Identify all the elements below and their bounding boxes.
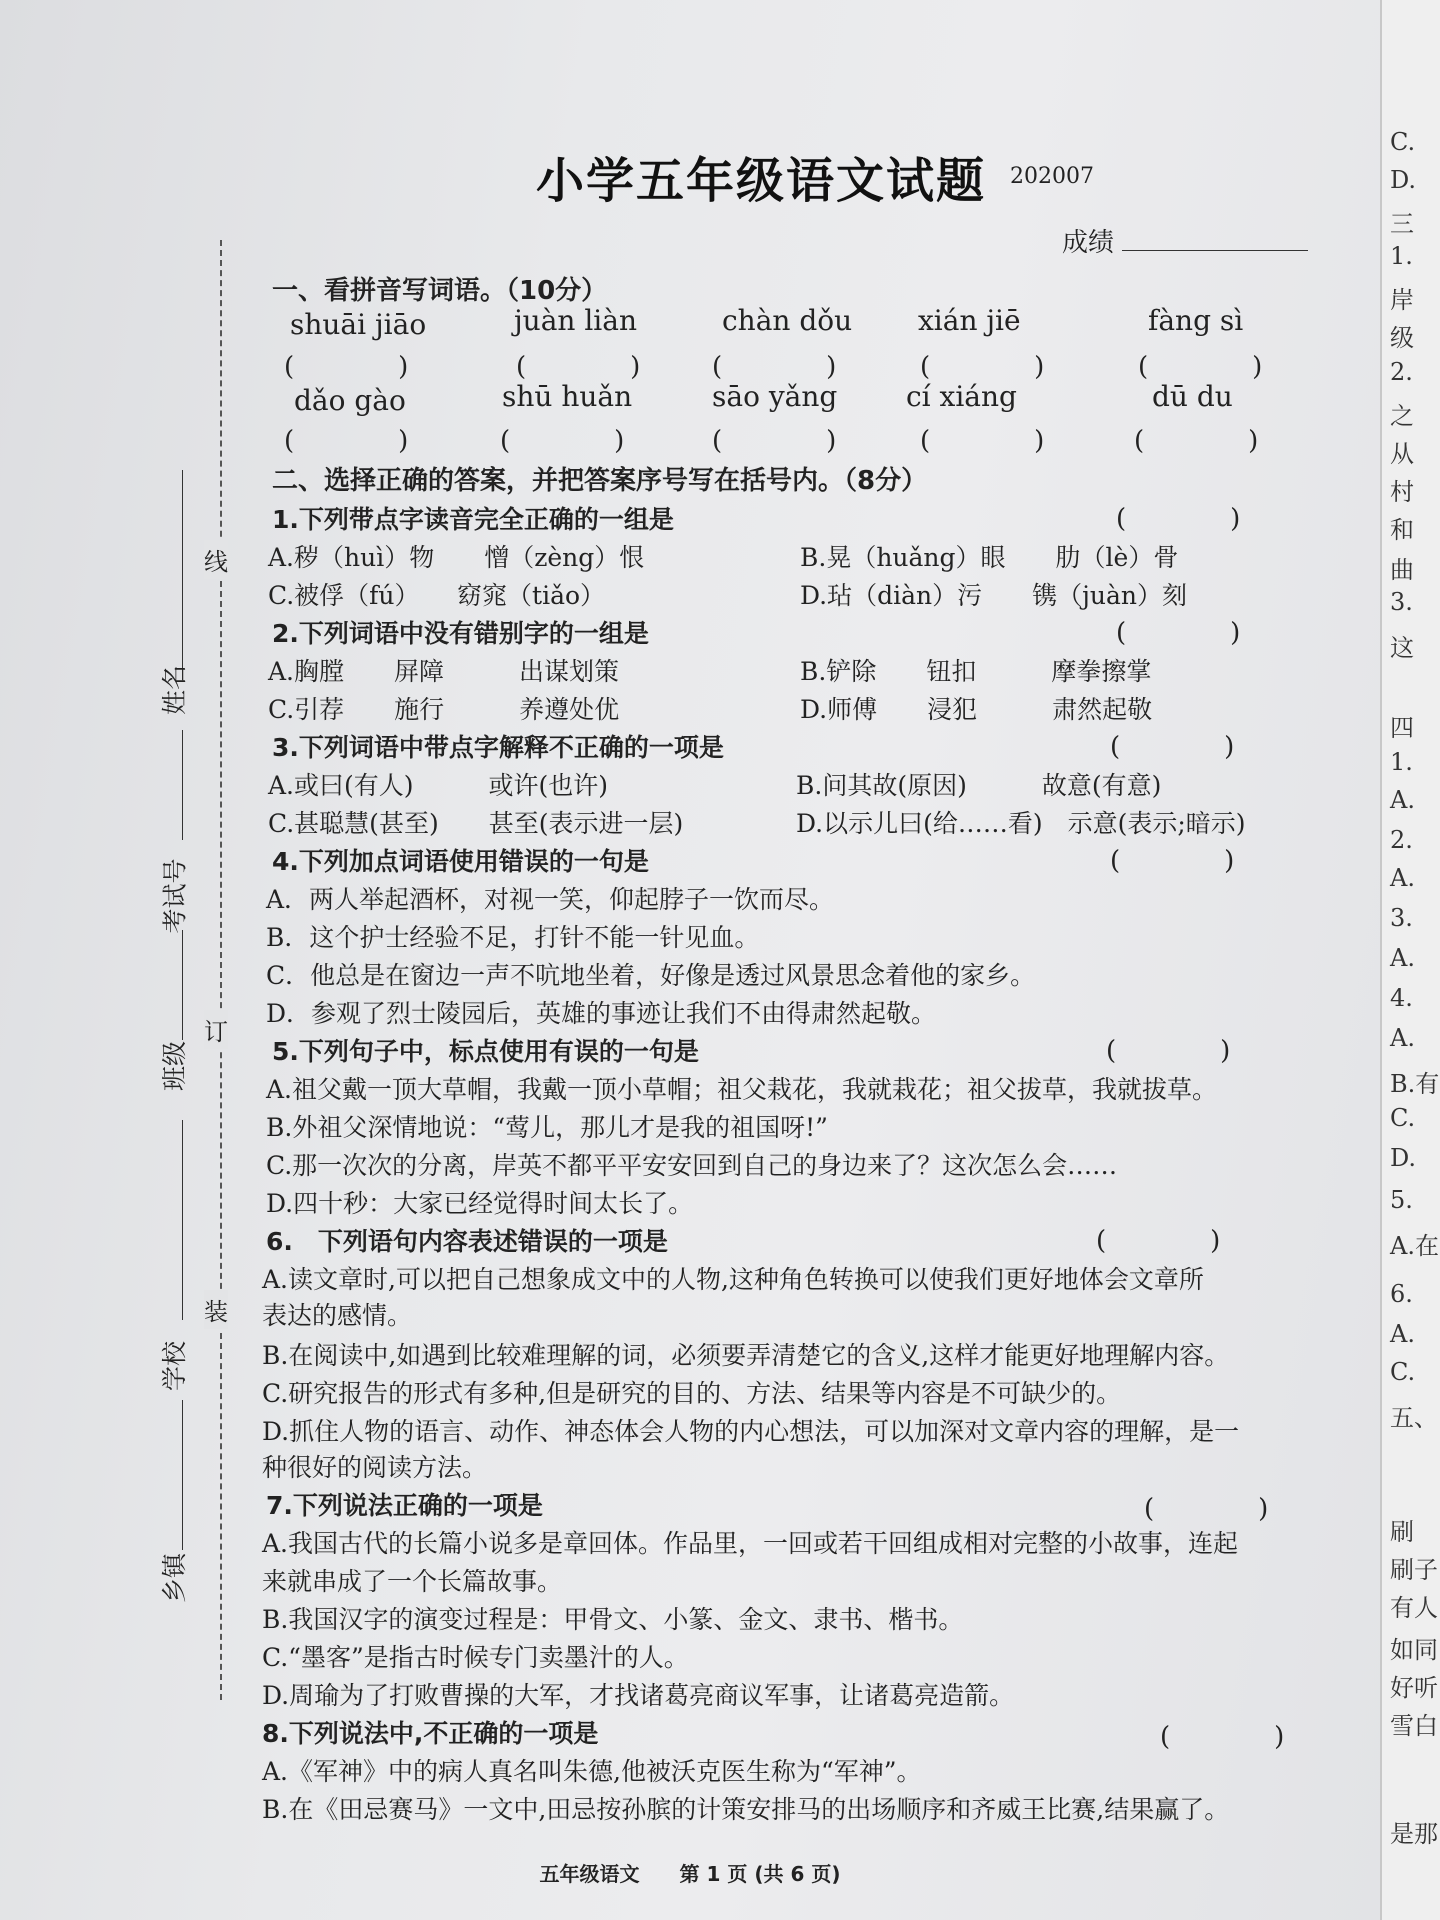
- question-7-answer[interactable]: ( ): [1144, 1494, 1269, 1524]
- edge-text: 曲: [1390, 556, 1414, 584]
- exam-code: 202007: [1010, 164, 1094, 189]
- pinyin-item: fàng sì: [1148, 304, 1244, 337]
- question-8-stem: 8.下列说法中,不正确的一项是: [262, 1719, 599, 1748]
- edge-text: 五、: [1390, 1404, 1438, 1432]
- question-3-stem: 3.下列词语中带点字解释不正确的一项是: [272, 733, 724, 762]
- pinyin-item: xián jiē: [918, 304, 1021, 337]
- question-7-option-a-cont: 来就串成了一个长篇故事。: [262, 1567, 563, 1596]
- page-title: 小学五年级语文试题: [536, 153, 987, 209]
- edge-text: 这: [1390, 634, 1414, 662]
- question-1-option-d: D.玷（diàn）污 镌（juàn）刻: [800, 581, 1187, 610]
- edge-text: 三: [1390, 210, 1414, 238]
- class-label: 班级: [160, 1040, 190, 1092]
- question-4-option-b: B．这个护士经验不足，打针不能一针见血。: [266, 923, 760, 952]
- question-5-stem: 5.下列句子中，标点使用有误的一句是: [272, 1037, 699, 1066]
- question-6-option-b: B.在阅读中,如遇到比较难理解的词，必须要弄清楚它的含义,这样才能更好地理解内容。: [262, 1341, 1230, 1370]
- question-6-answer[interactable]: ( ): [1096, 1226, 1221, 1256]
- question-5-answer[interactable]: ( ): [1106, 1036, 1231, 1066]
- pinyin-item: shuāi jiāo: [290, 308, 427, 341]
- question-6-option-c: C.研究报告的形式有多种,但是研究的目的、方法、结果等内容是不可缺少的。: [262, 1379, 1122, 1408]
- pinyin-item: sāo yǎng: [712, 380, 838, 413]
- answer-blank[interactable]: ( ): [712, 352, 837, 382]
- edge-text: 3.: [1390, 904, 1413, 932]
- section2-heading: 二、选择正确的答案，并把答案序号写在括号内。（8分）: [272, 466, 928, 496]
- edge-text: D.: [1390, 1144, 1417, 1172]
- edge-text: A.: [1390, 864, 1415, 892]
- question-2-answer[interactable]: ( ): [1116, 618, 1241, 648]
- edge-text: 四: [1390, 714, 1414, 742]
- question-3-option-c: C.甚聪慧(甚至) 甚至(表示进一层): [268, 809, 684, 838]
- edge-text: 如同: [1390, 1636, 1438, 1664]
- edge-text: 级: [1390, 324, 1414, 352]
- question-2-option-a: A.胸膛 屏障 出谋划策: [268, 657, 620, 686]
- question-8-option-a: A.《军神》中的病人真名叫朱德,他被沃克医生称为“军神”。: [262, 1757, 922, 1786]
- question-4-stem: 4.下列加点词语使用错误的一句是: [272, 847, 649, 876]
- adjacent-page-edge: [1380, 0, 1440, 1920]
- edge-text: 雪白: [1390, 1712, 1438, 1740]
- edge-text: 村: [1390, 478, 1414, 506]
- edge-text: C.: [1390, 1104, 1416, 1132]
- edge-text: 2.: [1390, 358, 1413, 386]
- edge-text: 刷子: [1390, 1556, 1438, 1584]
- edge-text: 有人: [1390, 1594, 1438, 1622]
- edge-text: 好听: [1390, 1674, 1438, 1702]
- question-7-stem: 7.下列说法正确的一项是: [266, 1491, 543, 1520]
- pinyin-item: dū du: [1152, 380, 1233, 413]
- question-6-option-d: D.抓住人物的语言、动作、神态体会人物的内心想法，可以加深对文章内容的理解，是一: [262, 1417, 1240, 1446]
- question-3-option-a: A.或曰(有人) 或许(也许): [268, 771, 609, 800]
- question-8-answer[interactable]: ( ): [1160, 1722, 1285, 1752]
- question-5-option-d: D.四十秒：大家已经觉得时间太长了。: [266, 1189, 694, 1218]
- edge-text: A.: [1390, 786, 1415, 814]
- binding-mark-zhuang: 装: [204, 1290, 228, 1329]
- edge-text: 岸: [1390, 286, 1414, 314]
- exam-number-label: 考试号: [160, 858, 190, 934]
- edge-text: 之: [1390, 402, 1414, 430]
- question-1-option-b: B.晃（huǎng）眼 肋（lè）骨: [800, 543, 1179, 572]
- binding-mark-xian: 线: [204, 540, 228, 579]
- township-blank[interactable]: [182, 1400, 183, 1550]
- answer-blank[interactable]: ( ): [284, 426, 409, 456]
- edge-text: 6.: [1390, 1280, 1413, 1308]
- name-label: 姓名: [160, 664, 190, 716]
- edge-text: 2.: [1390, 826, 1413, 854]
- answer-blank[interactable]: ( ): [920, 352, 1045, 382]
- edge-text: 1.: [1390, 748, 1413, 776]
- page-footer: 五年级语文 第 1 页 (共 6 页): [539, 1862, 841, 1886]
- edge-text: 1.: [1390, 242, 1413, 270]
- question-4-option-d: D．参观了烈士陵园后，英雄的事迹让我们不由得肃然起敬。: [266, 999, 937, 1028]
- answer-blank[interactable]: ( ): [712, 426, 837, 456]
- edge-text: 刷: [1390, 1518, 1414, 1546]
- edge-text: A.: [1390, 1320, 1415, 1348]
- township-label: 乡镇: [160, 1552, 190, 1604]
- edge-text: A.在: [1390, 1232, 1439, 1260]
- answer-blank[interactable]: ( ): [920, 426, 1045, 456]
- edge-text: 和: [1390, 516, 1414, 544]
- question-2-option-c: C.引荐 施行 养遵处优: [268, 695, 620, 724]
- question-1-stem: 1.下列带点字读音完全正确的一组是: [272, 505, 674, 534]
- name-blank[interactable]: [182, 470, 183, 680]
- question-2-option-b: B.铲除 钮扣 摩拳擦掌: [800, 657, 1152, 686]
- section1-heading: 一、看拼音写词语。（10分）: [272, 276, 608, 306]
- question-1-option-c: C.被俘（fú） 窈窕（tiǎo）: [268, 581, 606, 610]
- edge-text: 从: [1390, 440, 1414, 468]
- pinyin-item: dǎo gào: [294, 384, 406, 417]
- edge-text: C.: [1390, 128, 1416, 156]
- pinyin-item: cí xiáng: [906, 380, 1017, 413]
- question-2-stem: 2.下列词语中没有错别字的一组是: [272, 619, 649, 648]
- question-8-option-b: B.在《田忌赛马》一文中,田忌按孙膑的计策安排马的出场顺序和齐威王比赛,结果赢了。: [262, 1795, 1230, 1824]
- answer-blank[interactable]: ( ): [1134, 426, 1259, 456]
- question-2-option-d: D.师傅 浸犯 肃然起敬: [800, 695, 1153, 724]
- pinyin-item: chàn dǒu: [722, 304, 853, 337]
- school-label: 学校: [160, 1340, 190, 1392]
- question-7-option-a: A.我国古代的长篇小说多是章回体。作品里，一回或若干回组成相对完整的小故事，连起: [262, 1529, 1239, 1558]
- pinyin-item: shū huǎn: [502, 380, 633, 413]
- question-5-option-b: B.外祖父深情地说：“莺儿，那儿才是我的祖国呀!”: [266, 1113, 828, 1142]
- score-blank[interactable]: [1122, 250, 1308, 251]
- edge-text: 4.: [1390, 984, 1413, 1012]
- edge-text: 是那: [1390, 1820, 1438, 1848]
- question-7-option-d: D.周瑜为了打败曹操的大军，才找诸葛亮商议军事，让诸葛亮造箭。: [262, 1681, 1015, 1710]
- question-7-option-c: C.“墨客”是指古时候专门卖墨汁的人。: [262, 1643, 689, 1672]
- edge-text: A.: [1390, 1024, 1415, 1052]
- edge-text: B.有: [1390, 1070, 1440, 1098]
- score-label: 成绩: [1062, 228, 1115, 258]
- question-4-option-a: A．两人举起酒杯，对视一笑，仰起脖子一饮而尽。: [266, 885, 835, 914]
- question-1-answer[interactable]: ( ): [1116, 504, 1241, 534]
- edge-text: D.: [1390, 166, 1417, 194]
- question-6-option-a: A.读文章时,可以把自己想象成文中的人物,这种角色转换可以使我们更好地体会文章所: [262, 1265, 1204, 1294]
- question-4-option-c: C．他总是在窗边一声不吭地坐着，好像是透过风景思念着他的家乡。: [266, 961, 1036, 990]
- answer-blank[interactable]: ( ): [516, 352, 641, 382]
- question-3-option-b: B.问其故(原因) 故意(有意): [796, 771, 1162, 800]
- question-3-answer[interactable]: ( ): [1110, 732, 1235, 762]
- question-6-option-d-cont: 种很好的阅读方法。: [262, 1453, 488, 1482]
- question-5-option-a: A.祖父戴一顶大草帽，我戴一顶小草帽；祖父栽花，我就栽花；祖父拔草，我就拔草。: [266, 1075, 1218, 1104]
- answer-blank[interactable]: ( ): [284, 352, 409, 382]
- question-1-option-a: A.秽（huì）物 憎（zèng）恨: [268, 543, 645, 572]
- question-6-stem: 6. 下列语句内容表述错误的一项是: [266, 1227, 668, 1256]
- pinyin-item: juàn liàn: [514, 304, 637, 337]
- question-4-answer[interactable]: ( ): [1110, 846, 1235, 876]
- school-blank[interactable]: [182, 1120, 183, 1320]
- class-blank[interactable]: [182, 930, 183, 1040]
- edge-text: C.: [1390, 1358, 1416, 1386]
- exam-number-blank[interactable]: [182, 730, 183, 840]
- question-7-option-b: B.我国汉字的演变过程是：甲骨文、小篆、金文、隶书、楷书。: [262, 1605, 964, 1634]
- edge-text: 5.: [1390, 1186, 1413, 1214]
- question-5-option-c: C.那一次次的分离，岸英不都平平安安回到自己的身边来了？这次怎么会……: [266, 1151, 1118, 1180]
- binding-mark-ding: 订: [204, 1010, 228, 1049]
- edge-text: 3.: [1390, 588, 1413, 616]
- answer-blank[interactable]: ( ): [500, 426, 625, 456]
- answer-blank[interactable]: ( ): [1138, 352, 1263, 382]
- edge-text: A.: [1390, 944, 1415, 972]
- question-6-option-a-cont: 表达的感情。: [262, 1301, 413, 1330]
- question-3-option-d: D.以示儿曰(给……看) 示意(表示;暗示): [796, 809, 1246, 838]
- binding-dashed-line: [220, 240, 222, 1700]
